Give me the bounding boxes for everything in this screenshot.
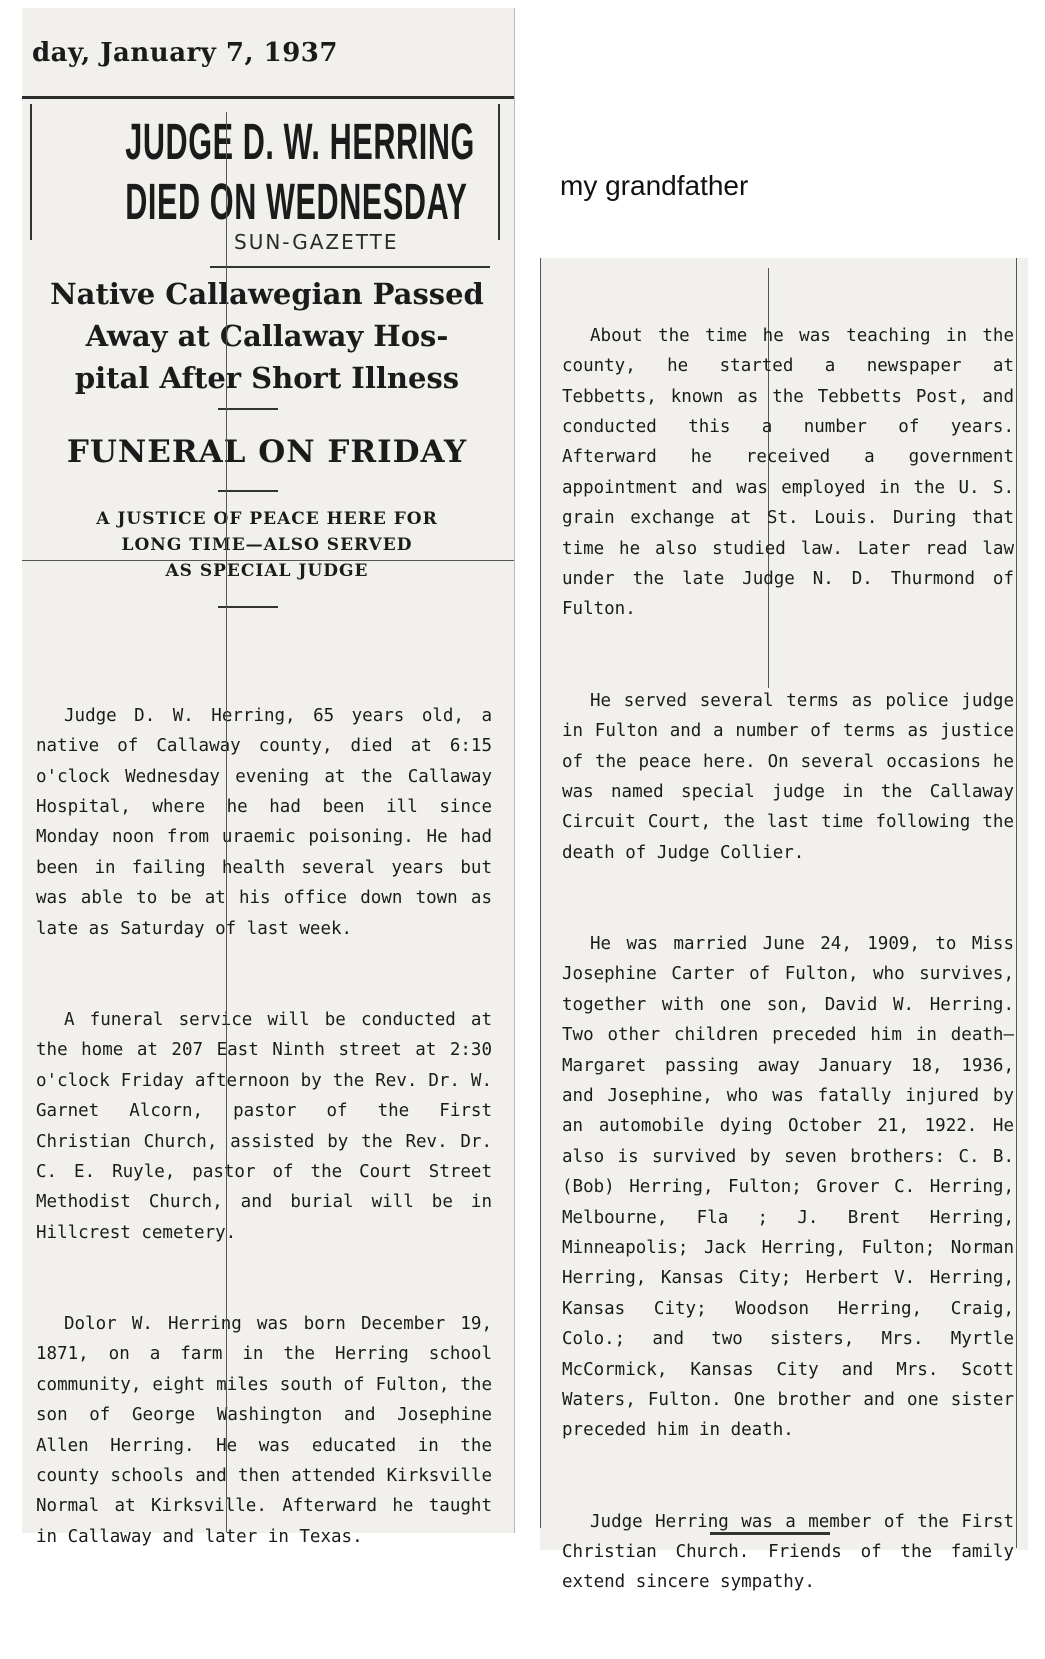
subheadline-line-1: Native Callawegian Passed [50, 277, 484, 311]
scan-fold-line [226, 112, 227, 1532]
article-column-2 [562, 260, 1025, 1659]
paragraph: Judge Herring was a member of the First Christian Church. Friends of the family extend sincere sympathy. [562, 1511, 1025, 1593]
article-column-1 [36, 640, 503, 1613]
section-head: FUNERAL ON FRIDAY [66, 434, 468, 470]
divider-rule [218, 408, 278, 410]
handwritten-note: SUN-GAZETTE [234, 230, 399, 254]
paragraph: Dolor W. Herring was born December 19, 1871, on a farm in the Herring school community, eight miles south of Fulton, the son of George Washington and Josephine Allen Herring. He was educated in the county schools and then attended Kirksville Normal at Kirksville. Afterward he taught in Callaway and later in Texas. [36, 1313, 503, 1547]
deck [36, 506, 498, 584]
paragraph: About the time he was teaching in the county, he started a newspaper at Tebbetts, known as the Tebbetts Post, and conducted this a number of years. Afterward he received a government appointment and was employed in the U. S. grain exchange at St. Louis. During that time he also studied law. Later read law under the late Judge N. D. Thurmond of Fulton. [562, 325, 1025, 620]
divider-rule [218, 606, 278, 608]
margin-note: my grandfather [560, 170, 749, 201]
subheadline-line-3: pital After Short Illness [74, 361, 460, 395]
deck-rule [22, 560, 514, 561]
headline-line-2: DIED ON WEDNESDAY [125, 173, 468, 230]
handwritten-underline [210, 266, 490, 268]
column-rule-left [540, 258, 541, 1528]
subheadline-line-2: Away at Callaway Hos- [85, 319, 449, 353]
dateline-rule [22, 96, 514, 99]
newspaper-clipping-left [22, 8, 515, 1547]
paragraph: Judge D. W. Herring, 65 years old, a native of Callaway county, died at 6:15 o'clock Wednesday evening at the Callaway Hospital, where he had been ill since Monday noon from uraemic poisoning. He had been in failing health several years but was able to be at his office down town as late as Saturday of last week. [36, 705, 503, 939]
paragraph: A funeral service will be conducted at the home at 207 East Ninth street at 2:30 o'clock Friday afternoon by the Rev. Dr. W. Garnet Alcorn, pastor of the First Christian Church, assisted by the Rev. Dr. C. E. Ruyle, pastor of the Court Street Methodist Church, and burial will be in Hillcrest cemetery. [36, 1009, 503, 1243]
paragraph: He was married June 24, 1909, to Miss Josephine Carter of Fulton, who survives, together with one son, David W. Herring. Two other children preceded him in death—Margaret passing away January 18, 1936, and Josephine, who was fatally injured by an automobile dying October 21, 1922. He also is survived by seven brothers: C. B. (Bob) Herring, Fulton; Grover C. Herring, Melbourne, Fla ; J. Brent Herring, Minneapolis; Jack Herring, Fulton; Norman Herring, Kansas City; Herbert V. Herring, Kansas City; Woodson Herring, Craig, Colo.; and two sisters, Mrs. Myrtle McCormick, Kansas City and Mrs. Scott Waters, Fulton. One brother and one sister preceded him in death. [562, 933, 1025, 1441]
headline-line-1: JUDGE D. W. HERRING [125, 113, 475, 170]
deck-line-2: LONG TIME—ALSO SERVED [121, 535, 413, 555]
end-rule [710, 1532, 830, 1535]
deck-line-3: AS SPECIAL JUDGE [165, 561, 369, 581]
deck-line-1: A JUSTICE OF PEACE HERE FOR [96, 509, 438, 529]
dateline: day, January 7, 1937 [32, 38, 338, 68]
divider-rule [218, 490, 278, 492]
paragraph: He served several terms as police judge in Fulton and a number of terms as justice of the peace here. On several occasions he was named special judge in the Callaway Circuit Court, the last time following the death of Judge Collier. [562, 690, 1025, 863]
newspaper-clipping-right [540, 258, 1028, 1593]
headline-box [30, 104, 500, 240]
